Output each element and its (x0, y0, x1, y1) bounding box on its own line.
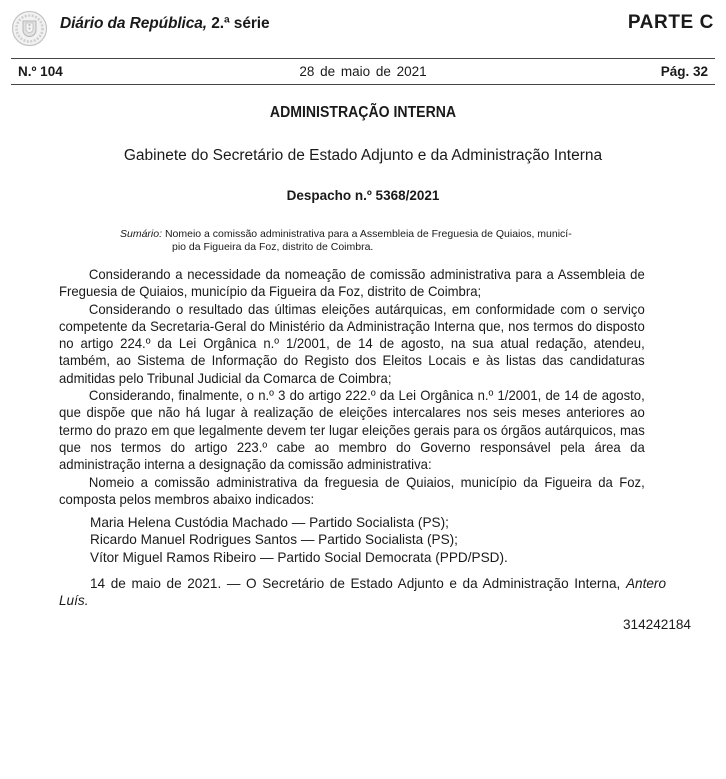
header-rule-bottom (11, 84, 715, 85)
paragraph: Nomeio a comissão administrativa da freguesia de Quiaios, município da Figueira da Foz, composta pelos membros abaixo indicados: (59, 474, 645, 507)
members-list (90, 514, 508, 566)
issue-number: N.º 104 (18, 64, 63, 79)
emblem (11, 10, 48, 47)
paragraph: Considerando a necessidade da nomeação de comissão administrativa para a Assembleia de Freguesia de Quiaios, município da Figueira da Foz, distrito de Coimbra; (59, 267, 645, 300)
member-item: Vítor Miguel Ramos Ribeiro — Partido Social Democrata (PPD/PSD). (90, 549, 508, 565)
summary-line-1: Nomeio a comissão administrativa para a Assembleia de Freguesia de Quiaios, municí- (164, 228, 572, 240)
header-rule-top (11, 58, 715, 59)
signature-paragraph (59, 575, 666, 610)
document-id: 314242184 (622, 617, 691, 632)
summary-line-2: pio da Figueira da Foz, distrito de Coimbra. (172, 241, 374, 253)
summary (120, 228, 610, 254)
journal-name: Diário da República, (60, 15, 208, 32)
part-label: PARTE C (627, 12, 714, 33)
document-title: Despacho n.º 5368/2021 (286, 188, 440, 203)
summary-label: Sumário: (120, 228, 163, 240)
signature-text: 14 de maio de 2021. — O Secretário de Estado Adjunto e da Administração Interna, (90, 576, 621, 591)
issue-date: 28 de maio de 2021 (299, 64, 427, 79)
paragraph: Considerando, finalmente, o n.º 3 do artigo 222.º da Lei Orgânica n.º 1/2001, de 14 de agosto, que dispõe que não há lugar à realização de eleições intercalares nos seis meses anteriores ao termo do prazo em que legalmente devem ter lugar eleições gerais para os órgãos autárquicos, mas que nos termos do artigo 223.º cabe ao membro do Governo responsável pela área da administração interna a designação da comissão administrativa: (59, 388, 645, 473)
page-number: Pág. 32 (660, 64, 708, 79)
journal-title (60, 15, 270, 33)
member-item: Ricardo Manuel Rodrigues Santos — Partido Socialista (PS); (90, 532, 458, 548)
office-heading: Gabinete do Secretário de Estado Adjunto e da Administração Interna (123, 147, 603, 164)
body-text (59, 266, 645, 508)
member-item: Maria Helena Custódia Machado — Partido Socialista (PS); (90, 515, 449, 530)
ministry-heading: ADMINISTRAÇÃO INTERNA (269, 104, 457, 121)
paragraph: Considerando o resultado das últimas eleições autárquicas, em conformidade com o serviço competente da Secretaria-Geral do Ministério da Administração Interna que, nos termos do disposto no artigo 224.º da Lei Orgânica n.º 1/2001, de 14 de agosto, na sua atual redação, atendeu, também, ao Sistema de Informação do Registo dos Eleitos Locais e às listas das candidaturas admitidas pelo Tribunal Judicial da Comarca de Coimbra; (59, 301, 645, 386)
signatory-name: Antero Luís. (59, 576, 667, 609)
portuguese-coat-of-arms-icon (11, 10, 48, 47)
journal-series: 2.ª série (211, 15, 270, 32)
signature-block (59, 575, 666, 610)
